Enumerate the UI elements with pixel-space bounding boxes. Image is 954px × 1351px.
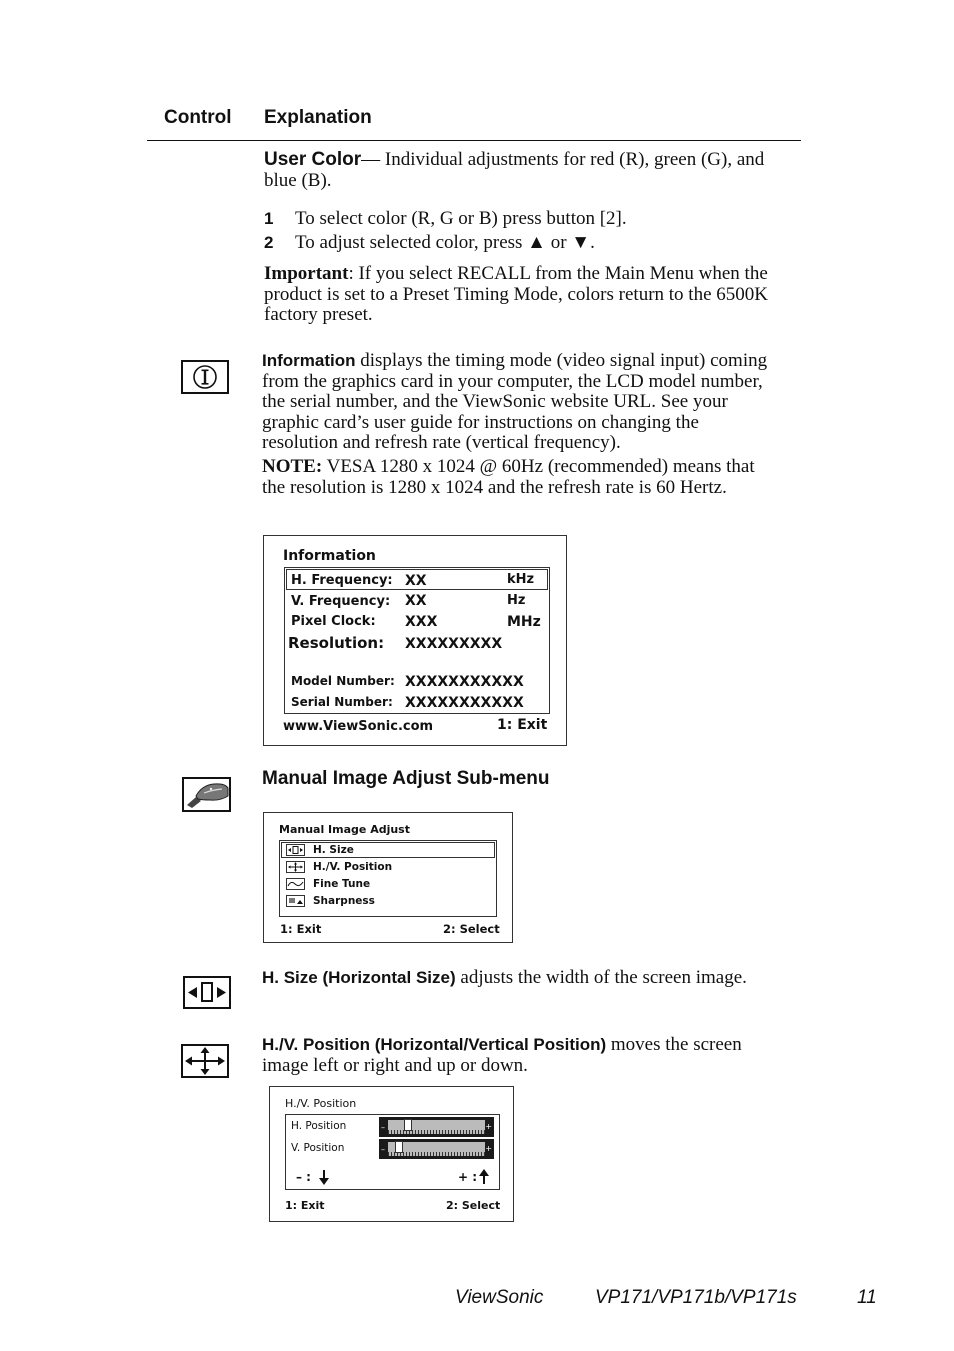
important-label: Important xyxy=(264,263,349,284)
osd-url: www.ViewSonic.com xyxy=(283,719,434,734)
plus-hint: + : xyxy=(458,1170,478,1184)
footer-page-number: 11 xyxy=(857,1287,877,1308)
up-arrow-icon xyxy=(479,1169,489,1184)
h-position-slider: – + xyxy=(379,1117,494,1137)
osd-select: 2: Select xyxy=(446,1199,501,1212)
osd-select: 2: Select xyxy=(443,922,500,936)
position-icon xyxy=(286,861,305,873)
step-text: To adjust selected color, press ▲ or ▼. xyxy=(295,232,595,253)
footer-brand: ViewSonic xyxy=(455,1287,544,1308)
information-title: Information xyxy=(262,351,356,370)
fine-tune-icon xyxy=(286,878,305,890)
hv-position-paragraph xyxy=(262,1035,782,1076)
user-color-title: User Color xyxy=(264,149,362,170)
osd-info-panel xyxy=(284,567,550,714)
manual-adjust-title: Manual Image Adjust Sub-menu xyxy=(262,768,550,789)
osd-row-label: H. Frequency: xyxy=(291,573,393,588)
hv-position-text: moves the screen image left or right and up or down. xyxy=(262,1034,742,1076)
header-rule xyxy=(147,140,801,141)
osd-menu-item: H./V. Position xyxy=(313,861,393,873)
h-size-icon xyxy=(183,976,231,1009)
osd-exit: 1: Exit xyxy=(285,1199,325,1212)
osd-title: Information xyxy=(283,548,376,564)
osd-exit: 1: Exit xyxy=(280,922,322,936)
user-color-paragraph xyxy=(264,150,784,191)
osd-title: H./V. Position xyxy=(285,1097,357,1110)
osd-position-panel xyxy=(285,1114,500,1190)
user-color-step-2 xyxy=(264,233,784,254)
column-header-explanation: Explanation xyxy=(264,107,372,128)
osd-row-label: Pixel Clock: xyxy=(291,614,376,629)
manual-adjust-osd-screen xyxy=(263,812,513,943)
position-icon xyxy=(181,1044,229,1078)
step-text: To select color (R, G or B) press button [2]. xyxy=(295,208,627,229)
osd-menu-item: Sharpness xyxy=(313,895,375,907)
minus-hint: – : xyxy=(296,1170,311,1184)
osd-row-value: XXXXXXXXX xyxy=(405,636,503,652)
osd-menu-item: Fine Tune xyxy=(313,878,371,890)
manual-image-adjust-icon xyxy=(182,777,231,812)
h-size-icon xyxy=(286,844,305,856)
down-arrow-icon xyxy=(319,1170,329,1185)
information-paragraph xyxy=(262,351,777,454)
osd-menu-item: H. Size xyxy=(313,844,354,856)
osd-row-unit: MHz xyxy=(507,614,541,630)
osd-menu-panel xyxy=(279,840,497,917)
note-paragraph xyxy=(262,457,777,498)
v-position-label: V. Position xyxy=(291,1142,345,1154)
important-text: : If you select RECALL from the Main Menu when the product is set to a Preset Timing Mode, colors return to the 6500K factory preset. xyxy=(264,263,768,325)
information-text: displays the timing mode (video signal input) coming from the graphics card in your computer, the LCD model number, the serial number, and the ViewSonic website URL. See your graphic card’s user guide for instructions on changing the resolution and refresh rate (vertical frequency). xyxy=(262,350,768,453)
osd-row-unit: kHz xyxy=(507,572,535,587)
step-number: 1 xyxy=(264,209,274,228)
osd-exit: 1: Exit xyxy=(497,717,548,733)
osd-row-value: XX xyxy=(405,573,427,589)
osd-row-unit: Hz xyxy=(507,593,526,608)
osd-row-value: XXX xyxy=(405,614,438,630)
osd-row-label: Resolution: xyxy=(288,634,385,652)
h-size-title: H. Size (Horizontal Size) xyxy=(262,968,456,987)
footer-model: VP171/VP171b/VP171s xyxy=(595,1287,797,1308)
hv-position-osd-screen xyxy=(269,1086,514,1222)
note-text: VESA 1280 x 1024 @ 60Hz (recommended) means that the resolution is 1280 x 1024 and the refresh rate is 60 Hertz. xyxy=(262,456,755,498)
information-icon xyxy=(181,360,229,394)
osd-model-label: Model Number: xyxy=(291,674,395,688)
step-number: 2 xyxy=(264,233,274,252)
sharpness-icon xyxy=(286,895,305,907)
osd-model-value: XXXXXXXXXXX xyxy=(405,674,524,690)
column-header-control: Control xyxy=(164,107,232,128)
note-label: NOTE: xyxy=(262,456,323,477)
v-position-slider: – + xyxy=(379,1139,494,1159)
h-position-label: H. Position xyxy=(291,1120,347,1132)
osd-row-value: XX xyxy=(405,593,427,609)
information-osd-screen xyxy=(263,535,567,746)
user-color-step-1 xyxy=(264,209,784,230)
hv-position-title: H./V. Position (Horizontal/Vertical Position) xyxy=(262,1035,607,1054)
important-paragraph xyxy=(264,264,784,326)
osd-serial-value: XXXXXXXXXXX xyxy=(405,695,524,711)
osd-row-label: V. Frequency: xyxy=(291,594,391,609)
h-size-text: adjusts the width of the screen image. xyxy=(455,967,747,988)
osd-serial-label: Serial Number: xyxy=(291,695,393,709)
user-color-intro: — Individual adjustments for red (R), green (G), and blue (B). xyxy=(264,149,765,191)
osd-title: Manual Image Adjust xyxy=(279,823,410,836)
h-size-paragraph xyxy=(262,968,802,989)
